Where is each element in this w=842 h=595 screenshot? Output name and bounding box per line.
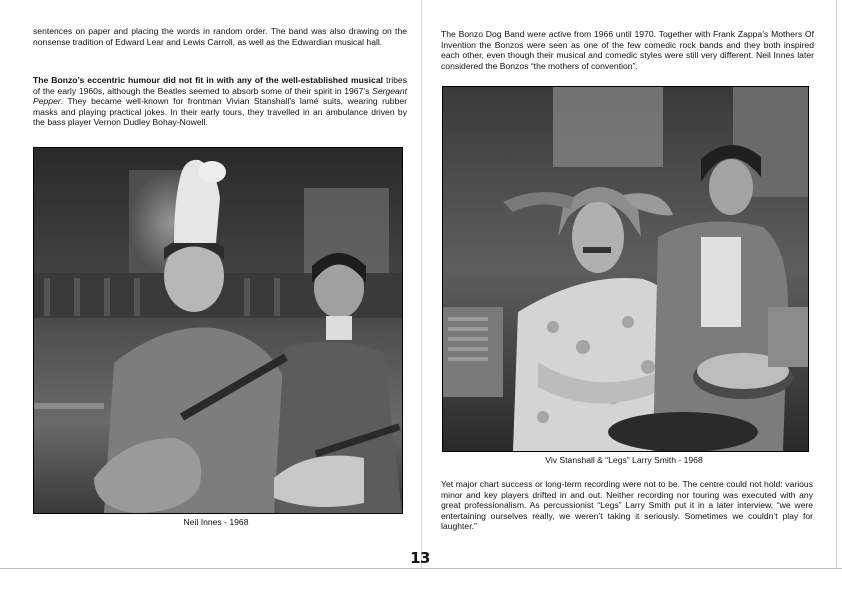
photo-neil-innes (33, 147, 403, 514)
left-paragraph-2-text-b: . They became well-known for frontman Vivian Stanshall’s lamé suits, wearing rubber masks and playing practical jokes. In their early tours, they travelled in an ambulance driven by the bass player Vernon Dudley Bohay-Nowell. (33, 96, 407, 128)
bottom-rule (0, 568, 842, 569)
left-paragraph-2 (33, 75, 407, 128)
photo-stanshall-smith (442, 86, 809, 452)
left-paragraph-1: sentences on paper and placing the words in random order. The band was also drawing on the nonsense tradition of Edward Lear and Lewis Carroll, as well as the Edwardian musical hall. (33, 26, 407, 47)
left-paragraph-2-lead: The Bonzo’s eccentric humour did not fit in with any of the well-established musical (33, 75, 384, 85)
photo-neil-innes-image (34, 148, 402, 513)
right-paragraph-1: The Bonzo Dog Band were active from 1966 until 1970. Together with Frank Zappa’s Mothers Of Invention the Bonzos were seen as one of the few comedic rock bands and they both inspired each other, even though their musical and comedic styles were still very different. Neil Innes later considered the Bonzos “the mothers of convention”. (441, 29, 814, 71)
left-paragraph-2-text-a: tribes of the early 1960s, although the Beatles seemed to absorb some of their spirit in 1967’s (33, 75, 407, 96)
page-gutter (421, 0, 422, 568)
page-number: 13 (410, 549, 430, 567)
photo-stanshall-smith-image (443, 87, 808, 451)
right-photo-caption: Viv Stanshall & “Legs” Larry Smith - 1968 (545, 455, 703, 465)
page-edge (836, 0, 837, 568)
right-paragraph-2: Yet major chart success or long-term recording were not to be. The centre could not hold: various minor and key players drifted in and out. Neither recording nor touring was executed with any great professionalism. As percussionist “Legs” Larry Smith put it in a later interview, “we were entertaining ourselves really, we weren’t taking it seriously. Sometimes we couldn’t play for laughter.” (441, 479, 813, 532)
left-photo-caption: Neil Innes - 1968 (183, 517, 249, 527)
album-title: Sergeant Pepper (33, 85, 407, 107)
